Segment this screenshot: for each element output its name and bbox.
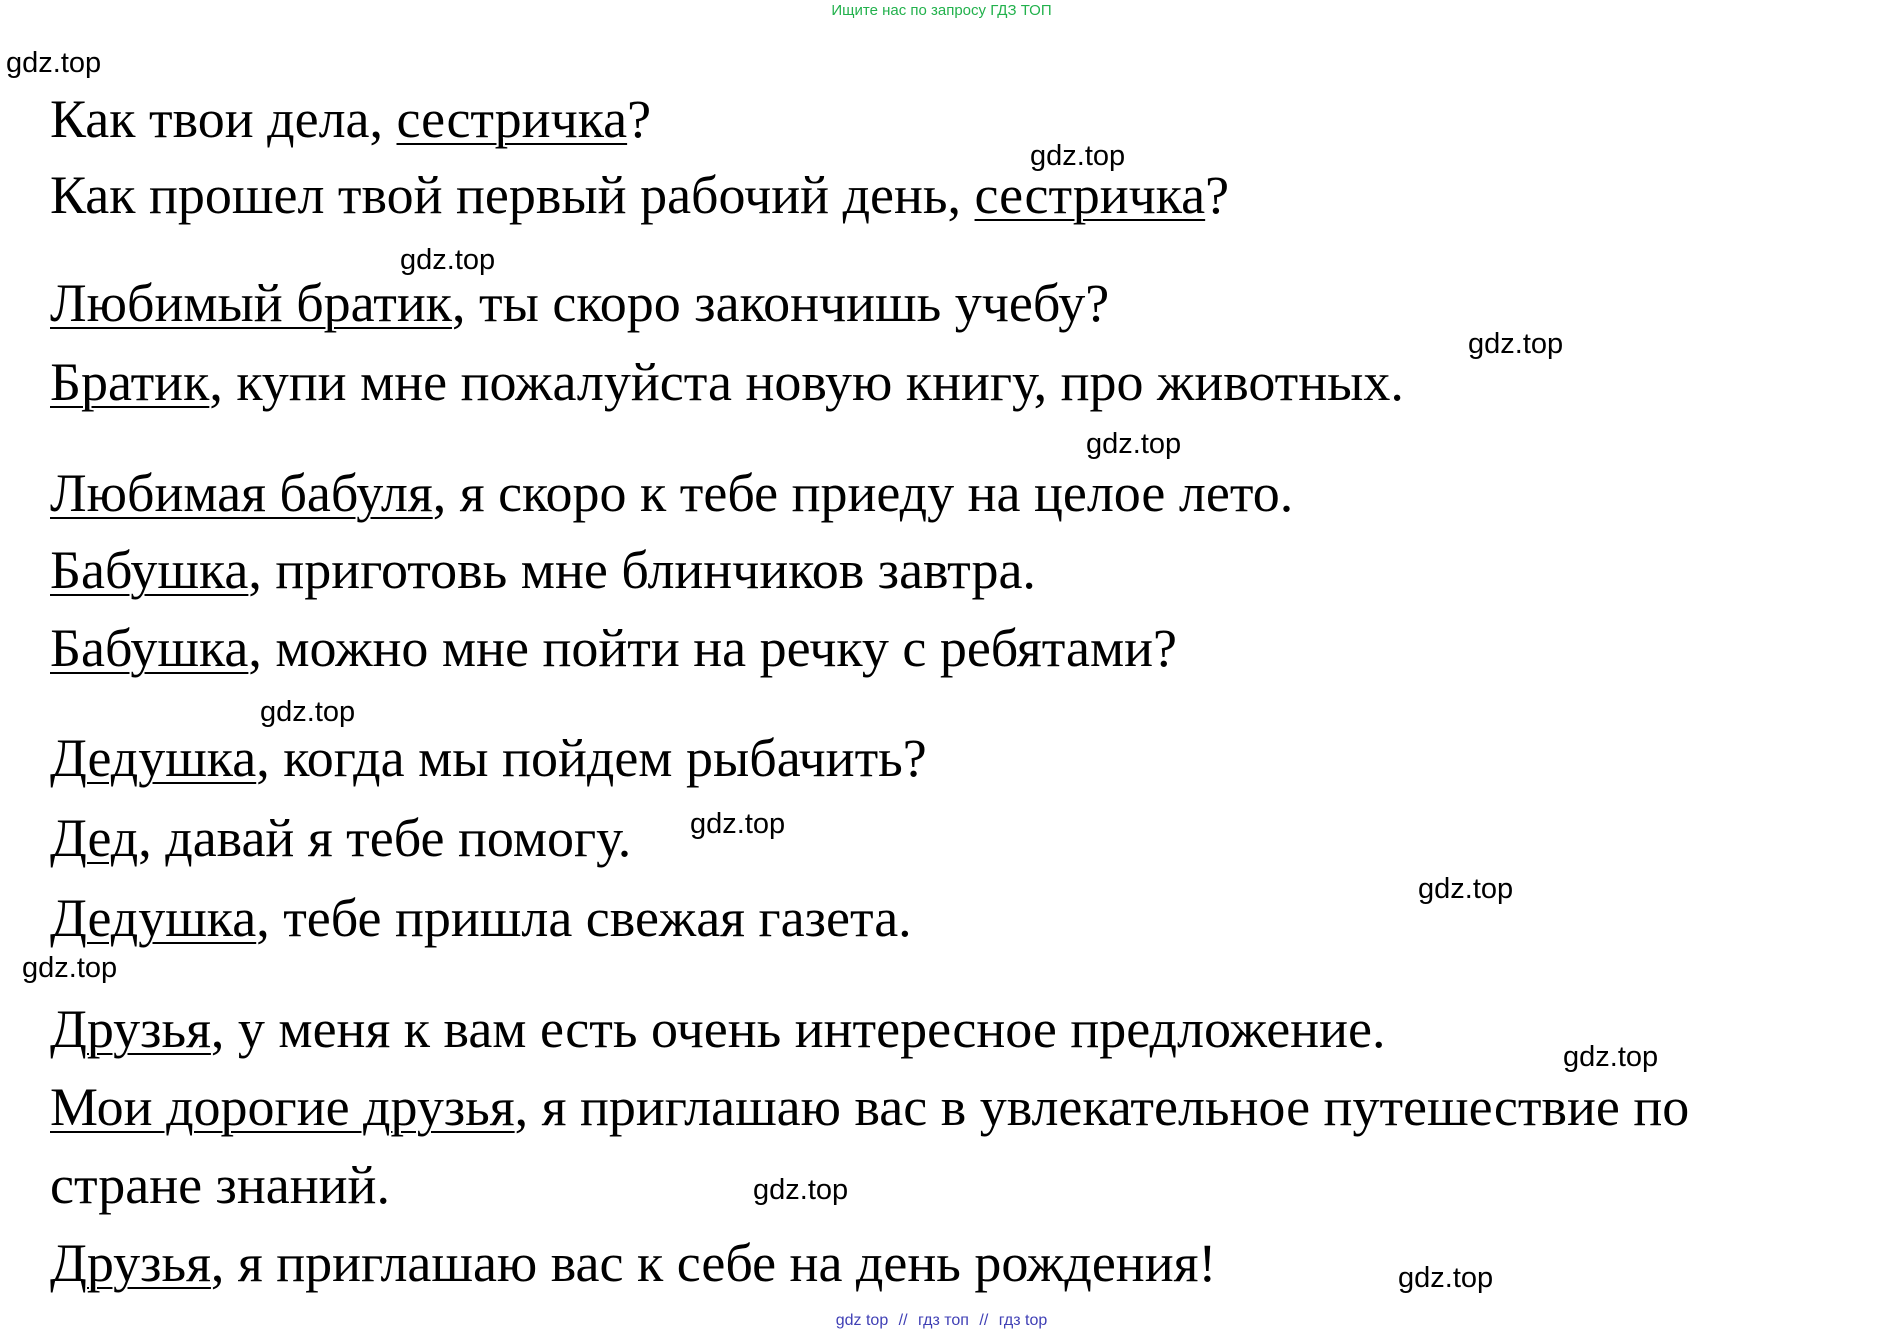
watermark: gdz.top bbox=[1468, 328, 1564, 360]
watermark: gdz.top bbox=[753, 1174, 849, 1206]
text-line-14 bbox=[50, 1232, 1216, 1294]
search-hint-banner bbox=[0, 2, 1883, 20]
watermark: gdz.top bbox=[1086, 428, 1182, 460]
address-word: Друзья bbox=[50, 999, 211, 1059]
address-word: Бабушка bbox=[50, 540, 249, 600]
watermark: gdz.top bbox=[690, 808, 786, 840]
line-text: , приготовь мне блинчиков завтра. bbox=[248, 540, 1036, 600]
text-line-4 bbox=[50, 351, 1404, 413]
line-text: , я приглашаю вас к себе на день рождения! bbox=[210, 1233, 1217, 1293]
search-hint-text: Ищите нас по запросу ГДЗ ТОП bbox=[831, 2, 1052, 19]
footer-links bbox=[0, 1312, 1883, 1330]
text-line-11 bbox=[50, 998, 1385, 1060]
line-text: ? bbox=[1205, 165, 1230, 225]
line-text: , давай я тебе помогу. bbox=[138, 808, 632, 868]
line-text: , купи мне пожалуйста новую книгу, про животных. bbox=[209, 352, 1404, 412]
text-line-1 bbox=[50, 88, 651, 150]
watermark: gdz.top bbox=[400, 244, 496, 276]
address-word: Братик bbox=[50, 352, 210, 412]
address-word: Любимая бабуля bbox=[50, 463, 433, 523]
text-line-2 bbox=[50, 164, 1229, 226]
text-line-3 bbox=[50, 272, 1109, 334]
text-line-10 bbox=[50, 887, 912, 949]
line-text: Как прошел твой первый рабочий день, bbox=[50, 165, 975, 225]
watermark: gdz.top bbox=[1398, 1262, 1494, 1294]
address-word: Дедушка bbox=[50, 728, 257, 788]
footer-separator: // bbox=[979, 1312, 989, 1329]
watermark: gdz.top bbox=[6, 47, 102, 79]
line-text: , я скоро к тебе приеду на целое лето. bbox=[432, 463, 1294, 523]
footer-link[interactable]: gdz top bbox=[835, 1312, 889, 1329]
text-line-6 bbox=[50, 539, 1036, 601]
text-line-5 bbox=[50, 462, 1293, 524]
address-word: сестричка bbox=[974, 165, 1206, 225]
text-line-12 bbox=[50, 1076, 1689, 1138]
address-word: Мои дорогие друзья bbox=[50, 1077, 515, 1137]
address-word: Бабушка bbox=[50, 618, 249, 678]
line-text: , можно мне пойти на речку с ребятами? bbox=[248, 618, 1178, 678]
address-word: Любимый братик bbox=[50, 273, 452, 333]
footer-link[interactable]: гдз топ bbox=[918, 1312, 969, 1329]
line-text: , я приглашаю вас в увлекательное путешествие по bbox=[514, 1077, 1690, 1137]
watermark: gdz.top bbox=[1563, 1041, 1659, 1073]
line-text: , у меня к вам есть очень интересное предложение. bbox=[210, 999, 1386, 1059]
text-line-13 bbox=[50, 1154, 390, 1216]
text-line-7 bbox=[50, 617, 1177, 679]
line-text: , когда мы пойдем рыбачить? bbox=[256, 728, 927, 788]
address-word: сестричка bbox=[396, 89, 628, 149]
watermark: gdz.top bbox=[260, 696, 356, 728]
watermark: gdz.top bbox=[1418, 873, 1514, 905]
address-word: Дед bbox=[50, 808, 139, 868]
text-line-8 bbox=[50, 727, 927, 789]
line-text: стране знаний. bbox=[50, 1155, 390, 1215]
watermark: gdz.top bbox=[1030, 140, 1126, 172]
watermark: gdz.top bbox=[22, 952, 118, 984]
footer-link[interactable]: гдз top bbox=[998, 1312, 1048, 1329]
line-text: ? bbox=[627, 89, 652, 149]
footer-separator: // bbox=[898, 1312, 908, 1329]
address-word: Друзья bbox=[50, 1233, 211, 1293]
line-text: , тебе пришла свежая газета. bbox=[256, 888, 912, 948]
line-text: , ты скоро закончишь учебу? bbox=[451, 273, 1110, 333]
address-word: Дедушка bbox=[50, 888, 257, 948]
line-text: Как твои дела, bbox=[50, 89, 397, 149]
text-line-9 bbox=[50, 807, 631, 869]
